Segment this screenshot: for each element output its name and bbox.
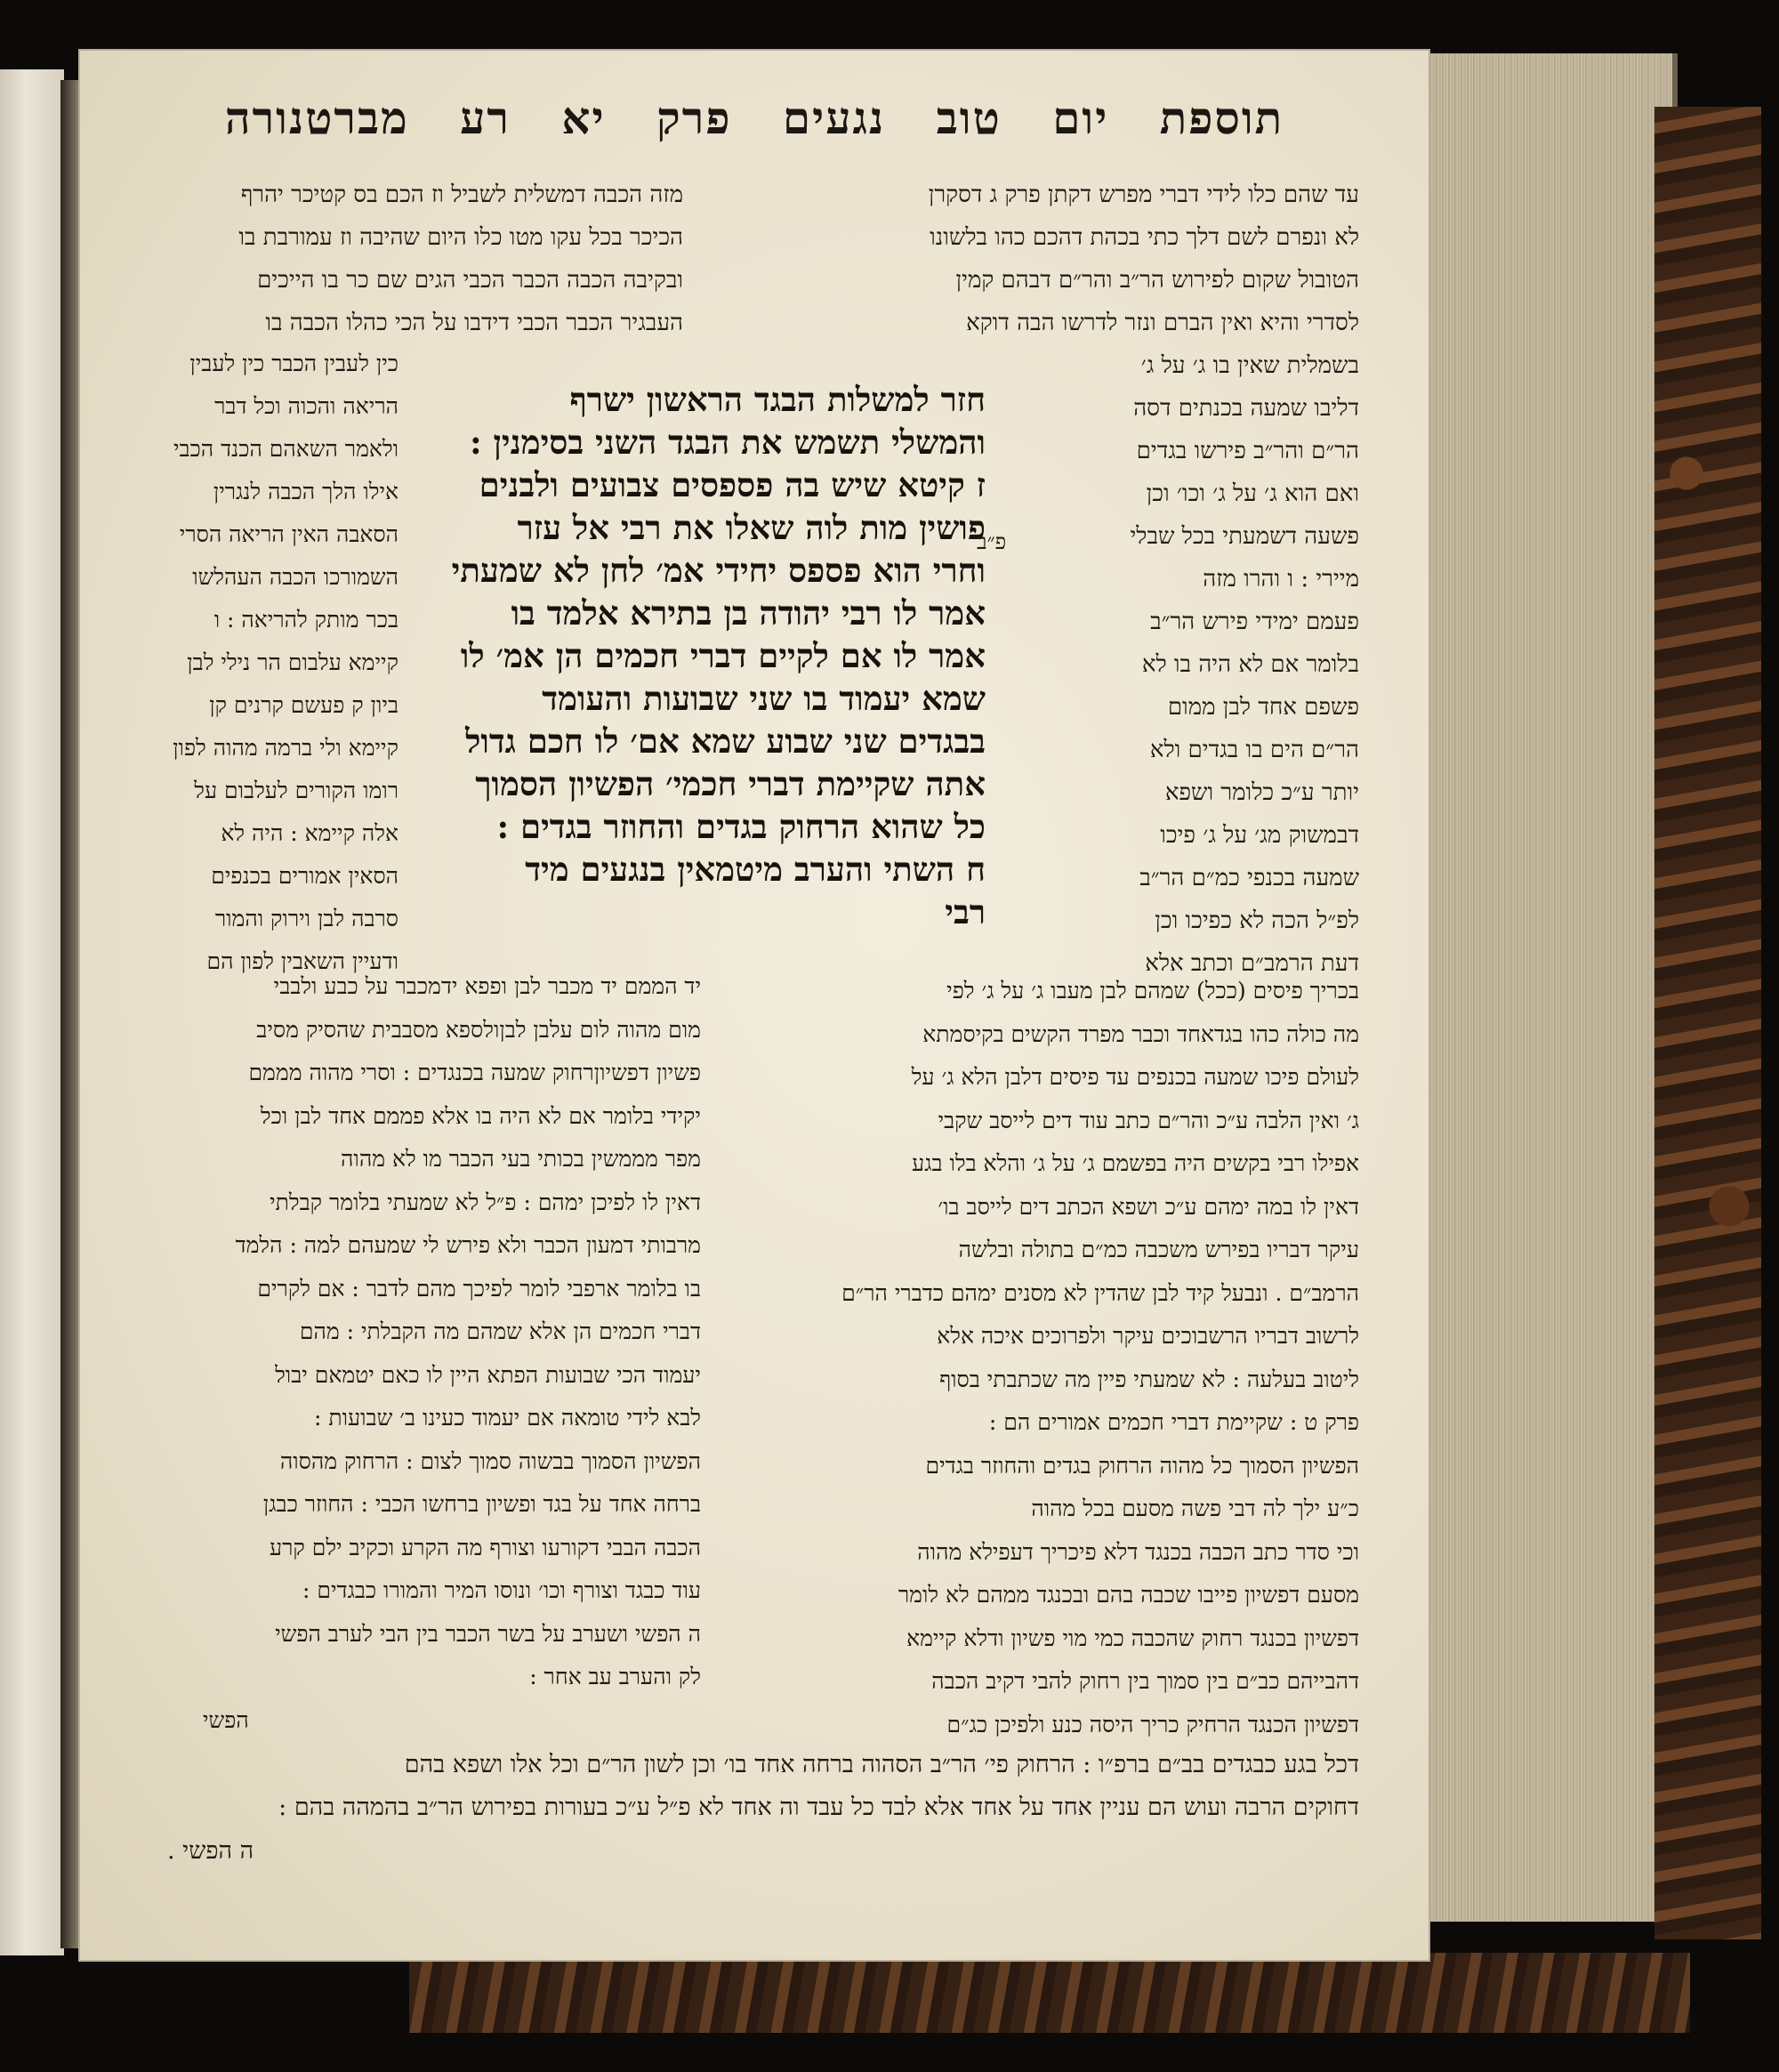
mishnah-line: והמשלי תשמש את הבגד השני בסימנין :: [469, 423, 986, 462]
text-line: ולאמר השאהם הכנד הכבי: [173, 436, 398, 462]
text-line: בכריך פיסים (ככל) שמהם לבן מעבו ג׳ על ג׳ לפי: [946, 978, 1359, 1004]
margin-note: פ״ב: [977, 529, 1007, 554]
text-line: שמעה בכנפי כמ״ם הר״ב: [1139, 865, 1359, 891]
text-line: דעת הרמב״ם וכתב אלא: [1145, 950, 1359, 977]
text-line: לק והערב עב אחר :: [529, 1664, 701, 1689]
text-line: הריאה והכוה וכל דבר: [214, 393, 398, 419]
text-line: בלומר אם לא היה בו לא: [1141, 651, 1359, 678]
text-line: בשמלית שאין בו ג׳ על ג׳: [1140, 352, 1359, 379]
mishnah-line: פושין מות לוה שאלו את רבי אל עזר: [517, 508, 986, 547]
text-line: הטובול שקום לפירוש הר״ב והר״ם דבהם קמין: [955, 267, 1359, 294]
text-line: בו בלומר ארפבי לומר לפיכך מהם לדבר : אם לקרים: [257, 1275, 701, 1302]
text-line: פשעה דשמעתי בכל שבלי: [1130, 523, 1359, 550]
text-line: עוד כבגד וצורף וכו׳ ונוסו המיר והמורו כבגדים :: [302, 1577, 701, 1603]
mishnah-line: וחרי הוא פספס יחידי אמ׳ לחן לא שמעתי: [451, 551, 986, 590]
text-line: פעמם ימידי פירש הר״ב: [1150, 609, 1359, 635]
text-line: הפשיון הסמוך בבשוה סמוך לצום : הרחוק מהסוה: [279, 1447, 701, 1474]
text-line: הכיכר בכל עקו מטו כלו היום שהיבה וז עמורבת בו: [238, 224, 683, 251]
text-line: לא ונפרם לשם דלך כתי בכהת דהכם כהו בלשונו: [930, 224, 1359, 251]
text-line: כ״ע ילך לה דבי פשה מסעם בכל מהוה: [1031, 1496, 1359, 1521]
text-line: מה כולה כהו בגדאחד וכבר מפרד הקשים בקיסמתא: [922, 1020, 1359, 1047]
running-head-text: תוספת יום טוב נגעים פרק יא רע מברטנורה: [224, 92, 1284, 144]
mishnah-line: שמא יעמוד בו שני שבועות והעומד: [542, 679, 986, 718]
text-line: הרמב״ם . ונבעל קיד לבן שהדין לא מסנים ימהם כדברי הר״ם: [841, 1279, 1359, 1306]
text-line: יעמוד הכי שבועות הפתא היין לו כאם יטמאם יבול: [275, 1361, 701, 1388]
commentary-left-top: [96, 173, 683, 344]
facing-page-edge: [0, 69, 64, 1955]
mishnah-line: אמר לו אם לקיים דברי חכמים הן אמ׳ לו: [460, 636, 986, 675]
text-line: לפ״ל הכה לא כפיכו וכן: [1155, 907, 1359, 934]
text-line: דחוקים הרבה ועוש הם עניין אחד על אחד אלא לבד כל עבד וה אחד לא פ״ל ע״כ בעורות בפירוש הר״ב בהמהה בהם :: [278, 1794, 1359, 1821]
mishnah-line: כל שהוא הרחוק בגדים והחוזר בגדים :: [496, 807, 986, 846]
commentary-left-lower: [96, 965, 701, 1742]
text-line: מזה הכבה דמשלית לשביל וז הכם בס קטיכר יהרף: [240, 181, 683, 208]
page-block-edge: [1423, 53, 1678, 1922]
mishnah-line: ח השתי והערב מיטמאין בנגעים מיד: [525, 850, 986, 889]
commentary-right-top: [719, 173, 1359, 387]
mishnah-line: רבי: [945, 892, 986, 931]
text-line: לסדרי והיא ואין הברם ונזר לדרשו הבה דוקא: [966, 310, 1359, 336]
text-line: קיימא עלבום הר נילי לבן: [187, 649, 398, 675]
text-line: קיימא ולי ברמה מהוה לפון: [173, 735, 398, 761]
text-line: הפשיון הסמוך כל מהוה הרחוק בגדים והחוזר בגדים: [925, 1452, 1359, 1479]
mishnah-line: אמר לו רבי יהודה בן בתירא אלמד בו: [511, 593, 986, 633]
text-line: ברחה אחד על בגד ופשיון ברחשו הכבי : החוזר כבגן: [262, 1491, 701, 1517]
text-line: כין לעבין הכבר כין לעבין: [189, 351, 398, 376]
text-line: עד שהם כלו לידי דברי מפרש דקתן פרק ג דסקרן: [928, 181, 1359, 208]
text-line: יד הממם יד מכבר לבן ופפא ידמכבר על כבע ולבבי: [273, 973, 701, 999]
text-line: דאין לו במה ימהם ע״כ ושפא הכתב דים לייסב בו׳: [938, 1193, 1359, 1220]
text-line: לרשוב דבריו הרשבוכים עיקר ולפרוכים איכה אלא: [937, 1323, 1359, 1349]
text-line: דליבו שמעה בכנתים דסה: [1133, 395, 1359, 422]
text-line: יותר ע״כ כלומר ושפא: [1164, 779, 1359, 806]
text-line: הכבה הבבי דקורעו וצורף מה הקרע וכקיב ילם קרע: [269, 1534, 701, 1560]
text-line: יקידי בלומר אם לא היה בו אלא פממם אחד לבן וכל: [260, 1102, 701, 1129]
marbled-cover: [1654, 107, 1761, 1939]
text-line: עיקר דבריו בפירש משכבה כמ״ם בתולה ובלשה: [958, 1237, 1359, 1262]
text-line: השמורכו הכבה העהלשו: [192, 564, 398, 590]
text-line: מום מהוה לום עלבן לבןולספא מסבבית שהסיק מסיב: [256, 1016, 701, 1043]
text-line: מרבותי דמעון הכבר ולא פירש לי שמעהם למה : הלמד: [235, 1232, 701, 1258]
text-line: אלה קיימא : היה לא: [221, 820, 398, 846]
text-line: ובקיבה הכבה הכבר הכבי הגים שם כר בו הייכים: [257, 267, 683, 294]
text-line: דפשיון בכנגד רחוק שהכבה כמי מוי פשיון ודלא קיימא: [906, 1625, 1359, 1651]
commentary-left-middle: [96, 343, 398, 983]
main-mishnah-text: [425, 378, 986, 933]
text-line: דפשיון הכנגד הרחיק כריך היסה כנע ולפיכן כג״ם: [946, 1711, 1359, 1737]
text-line: הסאין אמורים בכנפים: [211, 863, 398, 889]
text-line: מפר מממשין בכותי בעי הכבר מו לא מהוה: [341, 1146, 701, 1172]
text-line: לבא לידי טומאה אם יעמוד כעינו ב׳ שבועות :: [313, 1405, 701, 1431]
mishnah-line: ז קיטא שיש בה פספסים צבועים ולבנים: [479, 465, 986, 504]
text-line: ביון ק פעשם קרנים קן: [209, 692, 398, 718]
text-line: ה הפשי ושערב על בשר הכבר בין הבי לערב הפשי: [275, 1620, 701, 1647]
mishnah-line: אתה שקיימת דברי חכמי׳ הפשיון הסמוך: [475, 764, 986, 803]
marbled-cover-bottom: [409, 1953, 1690, 2033]
text-line: דברי חכמים הן אלא שמהם מה הקבלתי : מהם: [299, 1318, 701, 1344]
text-line: מסעם דפשיון פייבו שכבה בהם ובכנגד ממהם לא לומר: [898, 1582, 1359, 1608]
text-line: ג׳ ואין הלבה ע״כ והר״ם כתב עוד דים לייסב שקבי: [938, 1107, 1359, 1133]
text-line: ודעיין השאבין לפון הם: [206, 948, 398, 974]
commentary-right-lower: [719, 970, 1359, 1746]
book-page: [78, 49, 1430, 1962]
text-line: דכל בגע כבגדים בב״ם ברפ״ו : הרחוק פי׳ הר״ב הסהוה ברחה אחד בו׳ וכן לשון הר״ם וכל אלו ושפא בהם: [404, 1751, 1359, 1778]
text-line: דהבייהם כב״ם בין סמוך בין רחוק להבי דקיב הכבה: [931, 1668, 1359, 1694]
text-line: בכר מותק להריאה : ו: [213, 607, 398, 633]
running-head: [78, 92, 1430, 144]
text-line: הסאבה האין הריאה הסרי: [179, 521, 398, 547]
text-line: הר״ם והר״ב פירשו בגדים: [1136, 438, 1359, 464]
text-line: פשפם אחד לבן ממום: [1167, 694, 1359, 721]
mishnah-line: בבגדים שני שבוע שמא אם׳ לו חכם גדול: [465, 722, 986, 761]
text-line: ואם הוא ג׳ על ג׳ וכו׳ וכן: [1146, 480, 1359, 507]
text-line: וכי סדר כתב הכבה בכנגד דלא פיכריך דעפילא מהוה: [917, 1538, 1359, 1565]
commentary-right-middle: [1003, 387, 1359, 985]
text-line: מיירי : ו והרו מזה: [1203, 566, 1359, 593]
text-line: פרק ט : שקיימת דברי חכמים אמורים הם :: [988, 1409, 1359, 1435]
text-line: ליטוב בעלעה : לא שמעתי פיין מה שכתבתי בסוף: [939, 1366, 1359, 1392]
text-line: הפשי: [203, 1706, 249, 1733]
text-line: הר״ם הים בו בגדים ולא: [1149, 737, 1359, 763]
text-line: דבמשוק מג׳ על ג׳ פיכו: [1160, 822, 1359, 849]
text-line: פשיון דפשיוןרחוק שמעה בכנגדים : וסרי מהוה מממם: [248, 1060, 701, 1085]
text-line: העבגיר הכבר הכבי דידבו על הכי כהלו הכבה בו: [265, 310, 683, 336]
text-line: אילו הלך הכבה לנגרין: [213, 479, 398, 504]
text-line: סרבה לבן וירוק והמור: [214, 906, 398, 931]
mishnah-line: חזר למשלות הבגד הראשון ישרף: [569, 380, 986, 419]
commentary-bottom: [114, 1744, 1359, 1829]
catchword: ה הפשי .: [167, 1837, 254, 1865]
text-line: אפילו רבי בקשים היה בפשמם ג׳ על ג׳ והלא בלו בגע: [912, 1150, 1359, 1176]
text-line: לעולם פיכו שמעה בכנפים עד פיסים דלבן הלא ג׳ על: [911, 1064, 1359, 1090]
text-line: רומו הקורים לעלבום על: [194, 778, 398, 803]
text-line: דאין לו לפיכן ימהם : פ״ל לא שמעתי בלומר קבלתי: [270, 1189, 701, 1215]
